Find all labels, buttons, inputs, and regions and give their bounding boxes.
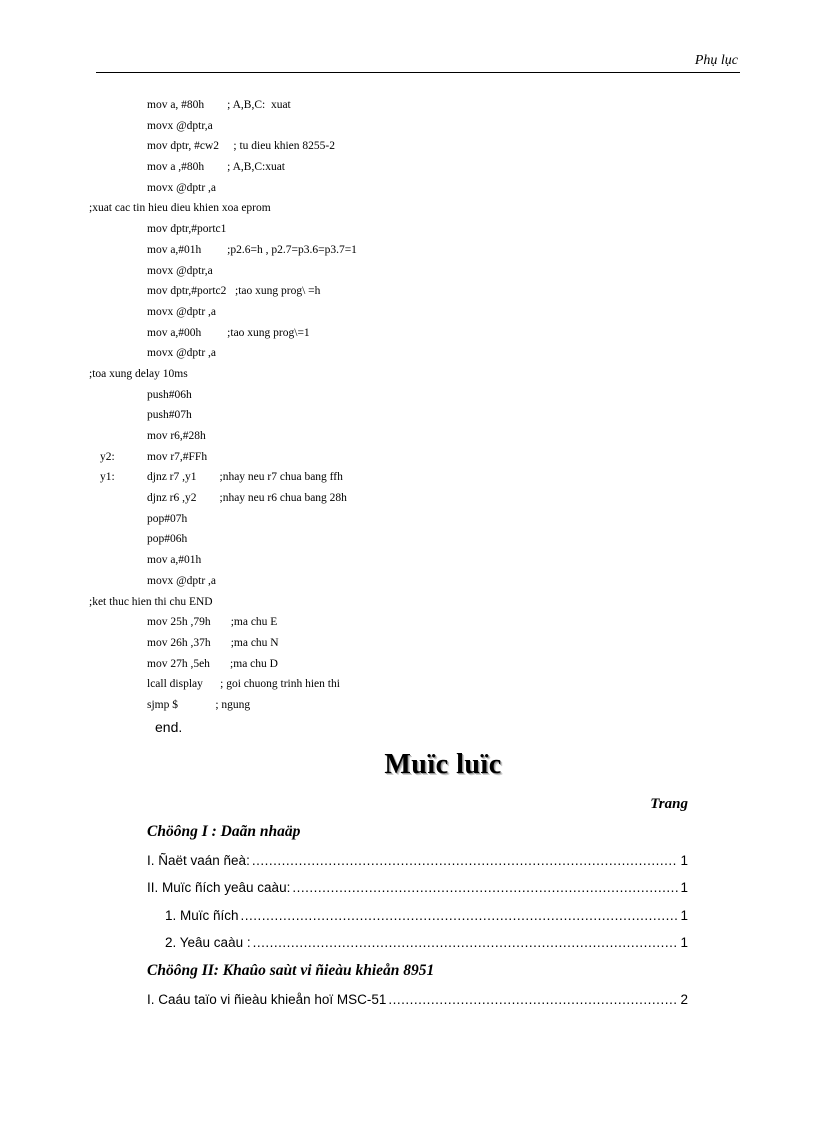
code-comment: ;toa xung delay 10ms [89,367,188,380]
header-rule [96,72,740,73]
code-line [0,281,816,302]
code-line [0,95,816,116]
code-instruction: mov a, #80h ; A,B,C: xuat [147,99,291,111]
toc-entry[interactable] [147,853,688,873]
code-instruction: movx @dptr,a [147,264,213,277]
code-instruction: mov a ,#80h ; A,B,C:xuat [147,161,285,174]
code-line [0,136,816,157]
code-line [0,529,816,550]
toc-leader-dots [253,935,679,950]
toc-entry-page: 1 [680,853,688,868]
toc-chapter-1: Chöông I : Daãn nhaäp [147,823,301,840]
code-instruction: movx @dptr ,a [147,305,217,318]
toc-title: Muïc luïc [384,749,502,780]
code-instruction: pop#06h [147,533,188,546]
toc-page-header: Trang [650,796,688,812]
code-instruction: sjmp $ ; ngung [147,698,251,711]
code-instruction: mov r7,#FFh [147,450,208,463]
code-line [0,426,816,447]
toc-entry-text: I. Caáu taïo vi ñieàu khieån hoï MSC-51 [147,992,387,1007]
toc-entry-page: 1 [680,935,688,950]
code-line [0,116,816,137]
code-instruction: mov dptr,#portc1 [147,223,227,236]
code-line [0,178,816,199]
code-instruction: push#07h [147,409,192,422]
toc-entry-text: I. Ñaët vaán ñeà: [147,853,250,868]
code-instruction: mov r6,#28h [147,430,206,442]
code-line [0,550,816,571]
code-line [0,323,816,344]
code-instruction: djnz r6 ,y2 ;nhay neu r6 chua bang 28h [147,492,347,505]
toc-entry-page: 1 [680,880,688,895]
code-end: end. [155,719,183,735]
toc-entry[interactable] [165,908,688,928]
code-instruction: pop#07h [147,512,188,525]
code-instruction: mov dptr,#portc2 ;tao xung prog\ =h [147,285,321,298]
code-line [0,240,816,261]
code-instruction: mov a,#00h ;tao xung prog\=1 [147,326,310,339]
toc-leader-dots [388,992,678,1007]
toc-leader-dots [292,880,678,895]
toc-leader-dots [252,853,679,868]
code-line [0,198,816,219]
code-instruction: mov 26h ,37h ;ma chu N [147,636,279,649]
toc-entry-text: 1. Muïc ñích [165,908,239,923]
code-instruction: mov 27h ,5eh ;ma chu D [147,657,278,670]
code-instruction: mov 25h ,79h ;ma chu E [147,616,278,629]
code-line [0,302,816,323]
toc-entry-page: 1 [680,908,688,923]
code-instruction: movx @dptr ,a [147,181,217,194]
code-line [0,447,816,468]
code-line [0,488,816,509]
code-line [0,654,816,675]
code-listing [0,95,816,716]
toc-entry-page: 2 [680,992,688,1007]
code-instruction: lcall display ; goi chuong trinh hien thi [147,678,340,691]
toc-entry-text: II. Muïc ñích yeâu caàu: [147,880,291,895]
code-instruction: mov a,#01h [147,554,202,567]
toc-leader-dots [241,908,679,923]
code-line [0,385,816,406]
code-line [0,633,816,654]
code-comment: ;xuat cac tin hieu dieu khien xoa eprom [89,202,271,215]
page-header-title: Phụ lục [694,53,738,68]
code-line [0,592,816,613]
toc-entry[interactable] [147,880,688,900]
code-line [0,261,816,282]
toc-entry[interactable] [165,935,688,955]
code-instruction: movx @dptr,a [147,119,213,132]
code-line [0,695,816,716]
code-line [0,674,816,695]
code-line [0,343,816,364]
toc-entry[interactable] [147,992,688,1012]
code-instruction: push#06h [147,388,192,401]
code-line [0,612,816,633]
code-line [0,509,816,530]
code-instruction: movx @dptr ,a [147,574,217,587]
code-instruction: djnz r7 ,y1 ;nhay neu r7 chua bang ffh [147,471,343,484]
toc-entry-text: 2. Yeâu caàu : [165,935,251,950]
code-line [0,405,816,426]
code-line [0,571,816,592]
toc-chapter-2: Chöông II: Khaûo saùt vi ñieàu khieån 8951 [147,962,435,979]
code-comment: ;ket thuc hien thi chu END [89,595,213,608]
code-line [0,364,816,385]
code-instruction: mov a,#01h ;p2.6=h , p2.7=p3.6=p3.7=1 [147,243,357,256]
code-instruction: mov dptr, #cw2 ; tu dieu khien 8255-2 [147,140,335,153]
code-line [0,219,816,240]
code-line [0,467,816,488]
code-label: y1: [100,471,115,484]
code-label: y2: [100,450,115,463]
code-line [0,157,816,178]
code-instruction: movx @dptr ,a [147,347,217,360]
